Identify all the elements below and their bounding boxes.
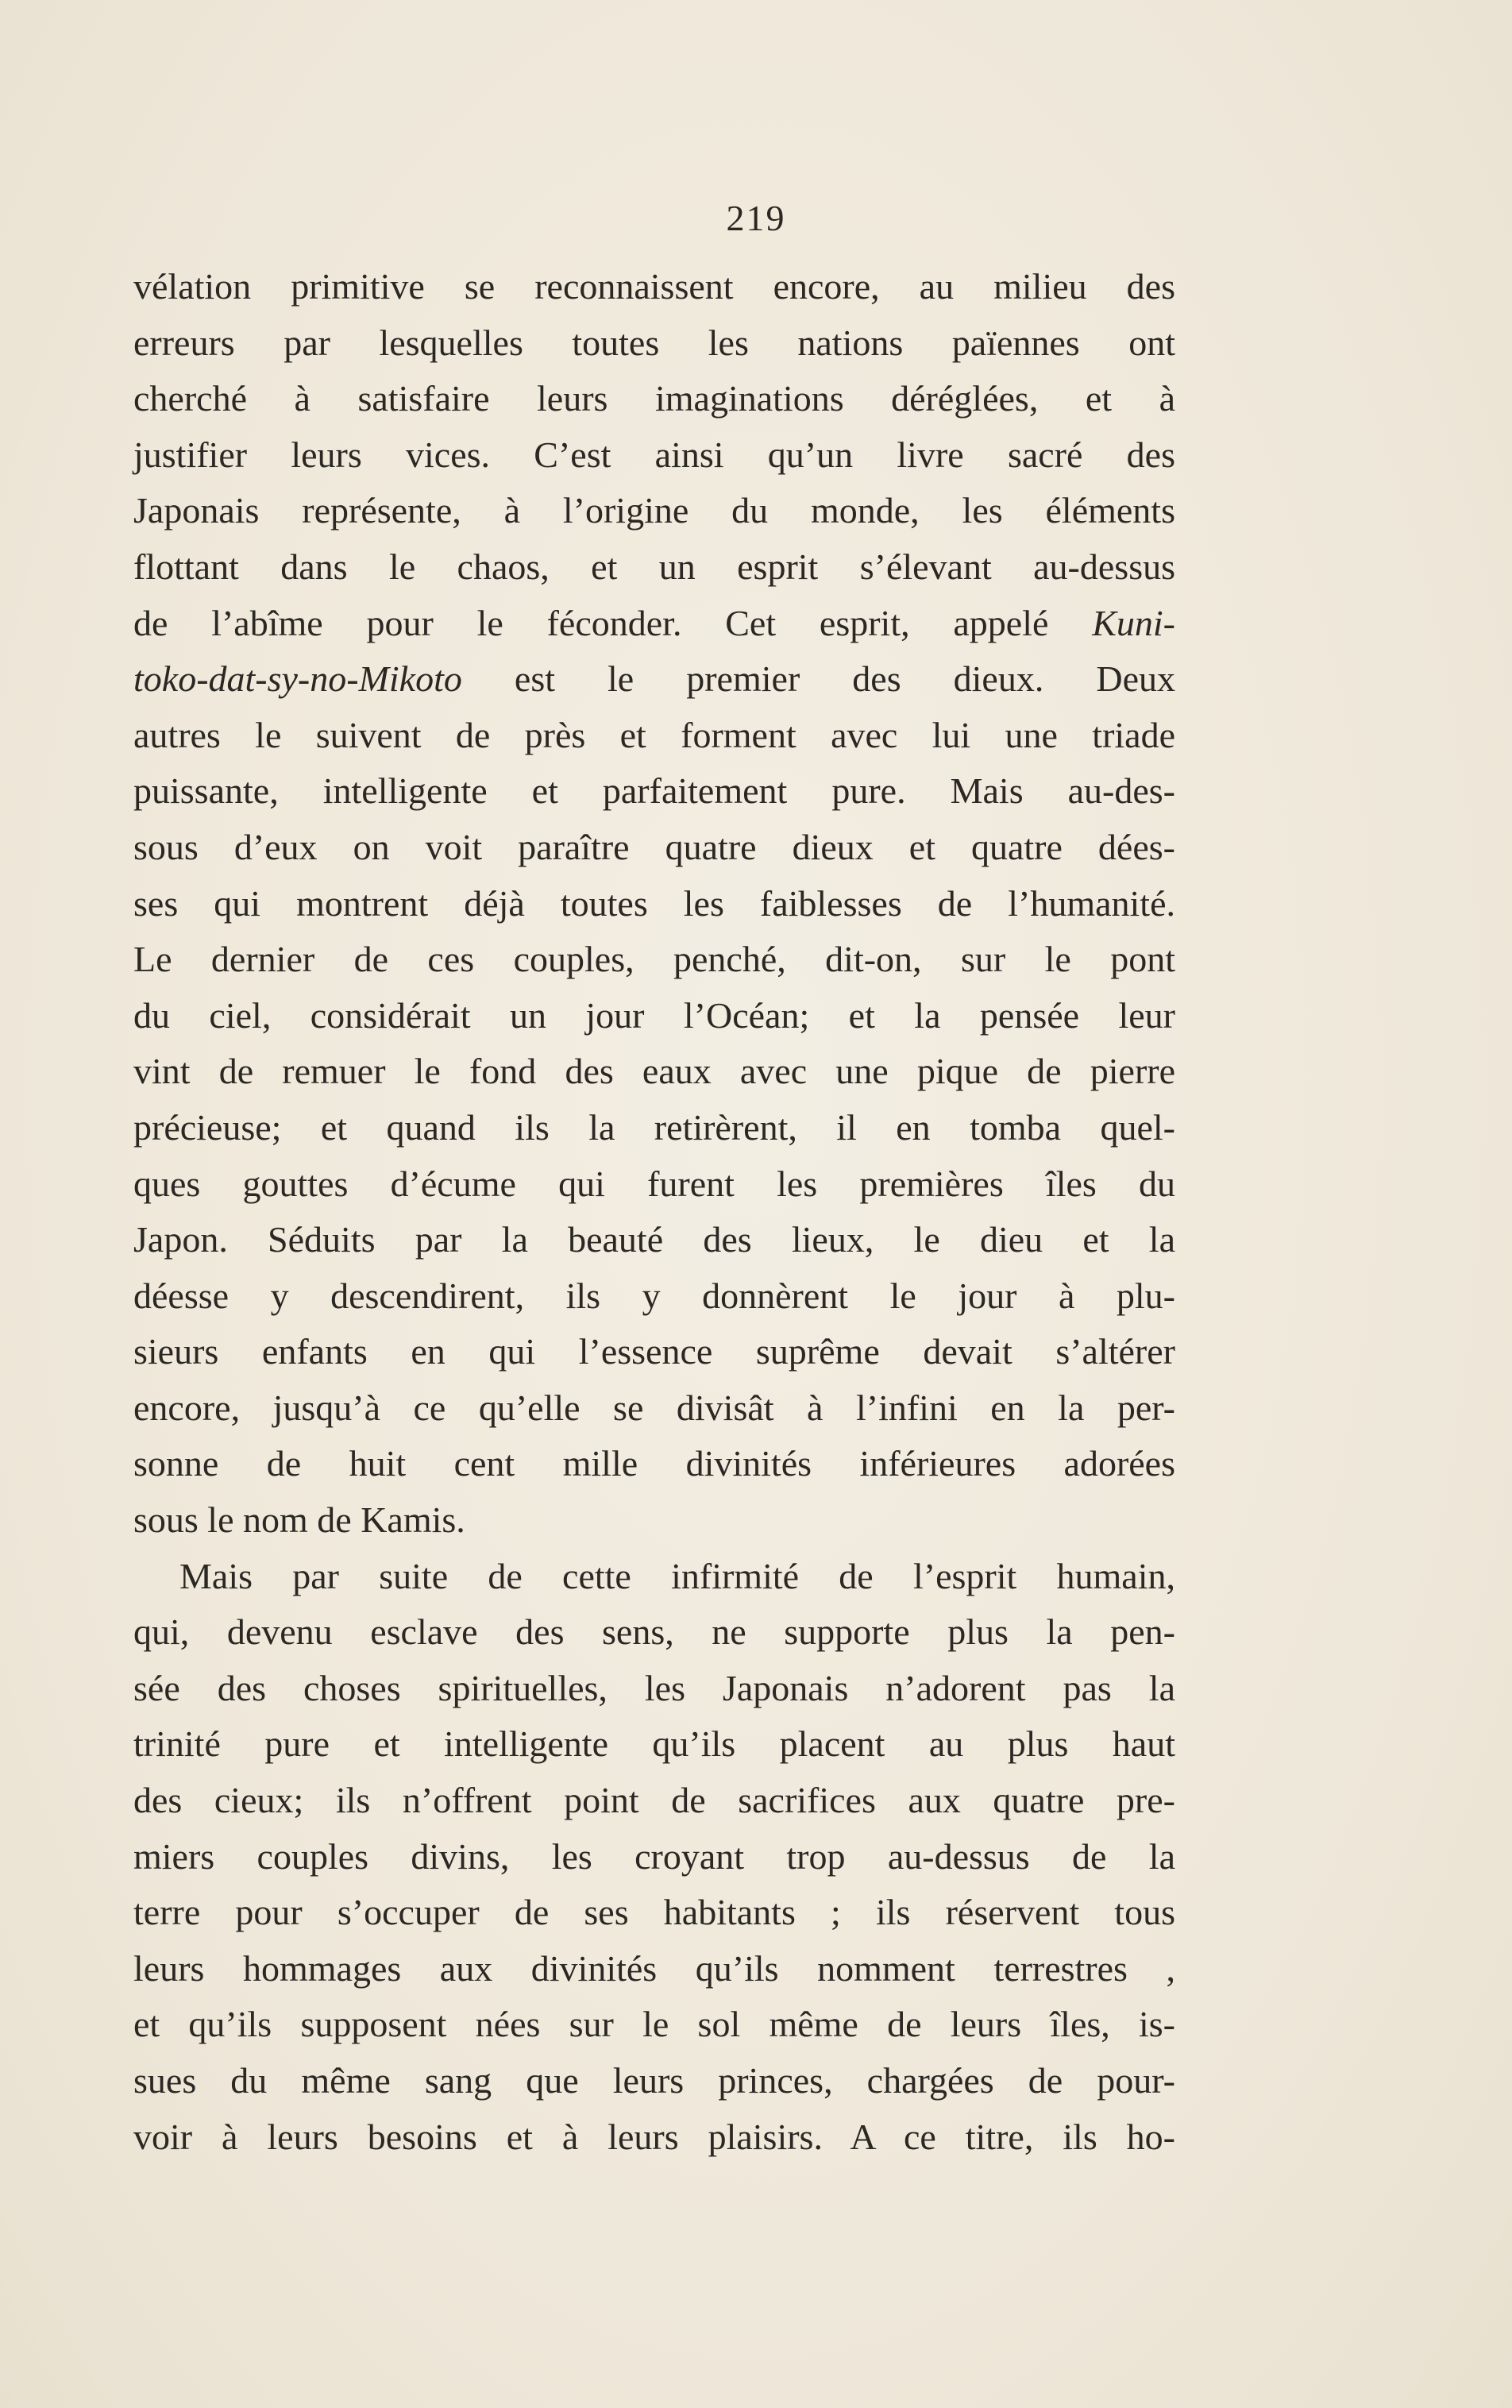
line-text: miers couples divins, les croyant trop au-dessus de la [133,1835,1175,1877]
line-text: vélation primitive se reconnaissent encore, au milieu des [133,266,1175,307]
line-text: sues du même sang que leurs princes, chargées de pour- [133,2060,1175,2101]
italic-term: toko-dat-sy-no-Mikoto [133,658,462,700]
text-line [133,763,1175,820]
text-line [133,2053,1175,2109]
text-line [133,539,1175,596]
line-text: Mais par suite de cette infirmité de l’esprit humain, [179,1555,1175,1596]
text-line [133,988,1175,1044]
line-text: du ciel, considérait un jour l’Océan; et la pensée leur [133,994,1175,1036]
text-line [133,651,1175,708]
line-text: sieurs enfants en qui l’essence suprême devait s’altérer [133,1331,1175,1372]
line-text: qui, devenu esclave des sens, ne supporte plus la pen- [133,1611,1175,1653]
text-line [133,596,1175,652]
line-text: Japonais représente, à l’origine du monde, les éléments [133,490,1175,531]
text-line [133,1549,1175,1605]
line-text: erreurs par lesquelles toutes les nations païennes ont [133,322,1175,363]
line-text: sonne de huit cent mille divinités inférieures adorées [133,1443,1175,1484]
text-line [133,1156,1175,1213]
italic-term: Kuni- [1092,602,1175,643]
text-line [133,1044,1175,1100]
line-text: et qu’ils supposent nées sur le sol même de leurs îles, is- [133,2004,1175,2045]
text-line [133,1380,1175,1437]
line-text: vint de remuer le fond des eaux avec une pique de pierre [133,1051,1175,1092]
text-line [133,876,1175,932]
line-text: sous d’eux on voit paraître quatre dieux et quatre dées- [133,826,1175,867]
text-line [133,708,1175,764]
text-line [133,371,1175,427]
line-text: Japon. Séduits par la beauté des lieux, le dieu et la [133,1219,1175,1260]
text-line [133,427,1175,484]
line-text: Le dernier de ces couples, penché, dit-on, sur le pont [133,939,1175,980]
line-text: est le premier des dieux. Deux [461,658,1175,700]
line-text: déesse y descendirent, ils y donnèrent le jour à plu- [133,1275,1175,1316]
text-line [133,1885,1175,1941]
text-line [133,2109,1175,2166]
text-line [133,1436,1175,1492]
line-text: cherché à satisfaire leurs imaginations déréglées, et à [133,378,1175,419]
text-line [133,259,1175,315]
line-text: justifier leurs vices. C’est ainsi qu’un livre sacré des [133,434,1175,475]
page-number: 219 [726,198,786,238]
line-text: des cieux; ils n’offrent point de sacrifices aux quatre pre- [133,1780,1175,1821]
text-line [133,483,1175,539]
text-line [133,1941,1175,1997]
text-line [133,1661,1175,1717]
text-line [133,1829,1175,1885]
line-text: sous le nom de Kamis. [133,1499,465,1541]
line-text: leurs hommages aux divinités qu’ils nomment terrestres , [133,1947,1175,1989]
text-line [133,1492,1175,1549]
text-line [133,1100,1175,1156]
line-text: sée des choses spirituelles, les Japonais n’adorent pas la [133,1667,1175,1708]
line-text: ques gouttes d’écume qui furent les premières îles du [133,1163,1175,1204]
line-text: trinité pure et intelligente qu’ils placent au plus haut [133,1723,1175,1765]
text-line [133,1604,1175,1661]
text-line [133,820,1175,876]
line-text: encore, jusqu’à ce qu’elle se divisât à l’infini en la per- [133,1387,1175,1428]
line-text: puissante, intelligente et parfaitement pure. Mais au-des- [133,770,1175,812]
text-line [133,1268,1175,1325]
text-line [133,315,1175,372]
line-text: terre pour s’occuper de ses habitants ; ils réservent tous [133,1892,1175,1933]
text-line [133,1324,1175,1380]
line-text: précieuse; et quand ils la retirèrent, il en tomba quel- [133,1106,1175,1148]
body-text [133,259,1175,2165]
text-line [133,1773,1175,1829]
text-line [133,1716,1175,1773]
line-text: flottant dans le chaos, et un esprit s’élevant au-dessus [133,546,1175,587]
text-line [133,1997,1175,2053]
text-line [133,1212,1175,1268]
line-text: autres le suivent de près et forment avec lui une triade [133,714,1175,755]
text-line [133,932,1175,988]
line-text: ses qui montrent déjà toutes les faiblesses de l’humanité. [133,882,1175,924]
line-text: de l’abîme pour le féconder. Cet esprit, appelé [133,602,1093,643]
line-text: voir à leurs besoins et à leurs plaisirs. A ce titre, ils ho- [133,2116,1175,2157]
